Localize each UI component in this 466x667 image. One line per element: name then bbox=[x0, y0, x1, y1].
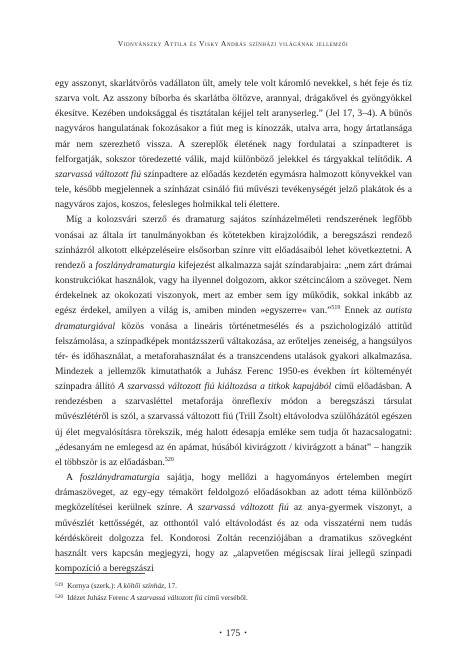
italic-text: A szarvassá változott fiú bbox=[130, 592, 203, 602]
text-run: című verséből. bbox=[202, 592, 248, 602]
text-run: Kornya (szerk.): bbox=[67, 581, 118, 590]
text-run: című előadásban. A rendezésben a szarvasléttel metaforája önreflexív módon a beregszászi társulat művészlétéről is szól, a szarvassá változott fiú (Trill Zsolt) eltávolodva szülőházától egészen új élet megvalósításra törekszik, még halott édesapja emléke sem tudja őt hazacsalogatni: „édesanyám ne emlegesd az én apámat, húsából kivirágzott / kivirágzott a bánat” – hangzik el többször is az előadásban. bbox=[55, 381, 412, 468]
page-number-value: 175 bbox=[225, 628, 241, 639]
footnote-519 bbox=[55, 580, 412, 592]
bullet-left-icon: • bbox=[219, 629, 222, 637]
text-run: az anya-gyermek viszonyt, a művészlét kettősségét, az otthontól való eltávolodást és az oda visszatérni nem tudás kérdésköreit dolgozza fel. Kondorosi Zoltán recenziójában a dramatikus szövegként használt vers kapcsán megjegyzi, hogy az „alapvetően mégiscsak lírai jellegű színpadi kompozíció a beregszászi bbox=[55, 502, 412, 574]
footnote-ref: 520 bbox=[164, 456, 174, 463]
italic-text: autista dramaturgiával bbox=[55, 305, 413, 332]
text-run: sajátja, hogy mellőzi a hagyományos értelemben megírt drámaszöveget, az egy-egy témakört feldolgozó előadásokban az adott téma különböző megközelítései kerülnek színre. bbox=[55, 472, 412, 514]
text-run: , 17. bbox=[164, 581, 177, 590]
footnote-ref: 519 bbox=[331, 305, 341, 312]
text-run: színpadtere az előadás kezdetén egymásra halmozott könyvekkel van tele, később megjelennek a színházat csináló fiú művészi tevékenységét jelző plakátok és a nagyváros zajos, koszos, felesleges holmikkal teli élettere. bbox=[55, 168, 412, 211]
paragraph-1 bbox=[55, 76, 412, 212]
footnote-rule bbox=[55, 573, 145, 574]
footnote-number: 519 bbox=[55, 582, 64, 588]
bullet-right-icon: • bbox=[244, 629, 247, 637]
text-run: A bbox=[66, 472, 80, 484]
italic-text: A költői színház bbox=[117, 581, 165, 590]
footnotes bbox=[55, 580, 412, 603]
body-text bbox=[55, 76, 412, 576]
text-run: Idézet Juhász Ferenc bbox=[67, 592, 131, 602]
page-number bbox=[0, 628, 466, 639]
footnote-number: 520 bbox=[55, 593, 64, 600]
footnote-520 bbox=[55, 592, 412, 604]
text-run: egy asszonyt, skarlátvörös vadállaton ült, amely tele volt káromló nevekkel, s hét feje és tíz szarva volt. Az asszony bíborba és skarlátba öltözve, arannyal, drágakővel és gyöngyökkel ékesítve. Kezében undoksággal és tisztátalan kéjjel telt aranyserleg.” (Jel 17, 3–4). A bűnös nagyváros hangulatának fokozásakor a fiút meg is kínozzák, utalva arra, hogy ártatlansága már nem szerezhető vissza. A szereplők életének nagy fordulatai a színpadteret is felforgatják, sokszor töredezetté válik, majd különböző jelekkel és tárgyakkal telítődik. bbox=[55, 78, 412, 165]
text-run: Míg a kolozsvári szerző és dramaturg sajátos színházelméleti rendszerének legfőbb vonásai az általa írt tanulmányokban és kötetekben kirajzolódik, a beregszászi rendező színházról alkotott elképzeléseire elsősorban színre vitt előadásaiból lehet következtetni. A rendező a bbox=[55, 214, 412, 271]
paragraph-2 bbox=[55, 212, 412, 470]
text-run: kifejezést alkalmazza saját színdarabjaira: „nem zárt drámai konstrukciókat használok, vagy ha ilyennel dolgozom, akkor szétcincálom a szöveget. Nem érdekelnek az okokozati viszonyok, mert az ember sem így működik, sokkal inkább az egész érdekel, amilyen a világ is, amiben minden »egyszerre« van.” bbox=[55, 259, 413, 317]
running-header: Vidnyánszky Attila és Visky András színházi világának jellemzői bbox=[117, 39, 349, 48]
text-run: közös vonása a lineáris történetmesélés és a pszichologizáló attitűd felszámolása, a színpadképek montázsszerű váltakozása, az erőteljes zeneiség, a hangsúlyos tér- és időhasználat, a metaforahasználat és a transzcendens utalások gyakori alkalmazása. Mindezek a jellemzők kimutathatók a Juhász Ferenc 1950-es években írt költeményét színpadra állító bbox=[55, 320, 412, 393]
italic-text: A szarvassá változott fiú bbox=[187, 502, 289, 514]
text-run: Ennek az bbox=[340, 305, 386, 317]
italic-text: A szarvassá változott fiú kiáltozása a titkok kapujából bbox=[118, 381, 332, 393]
italic-text: foszlánydramaturgia bbox=[95, 259, 176, 271]
paragraph-3 bbox=[55, 470, 412, 576]
italic-text: foszlánydramaturgia bbox=[79, 472, 160, 484]
italic-text: A szarvassá változott fiú bbox=[55, 153, 412, 180]
